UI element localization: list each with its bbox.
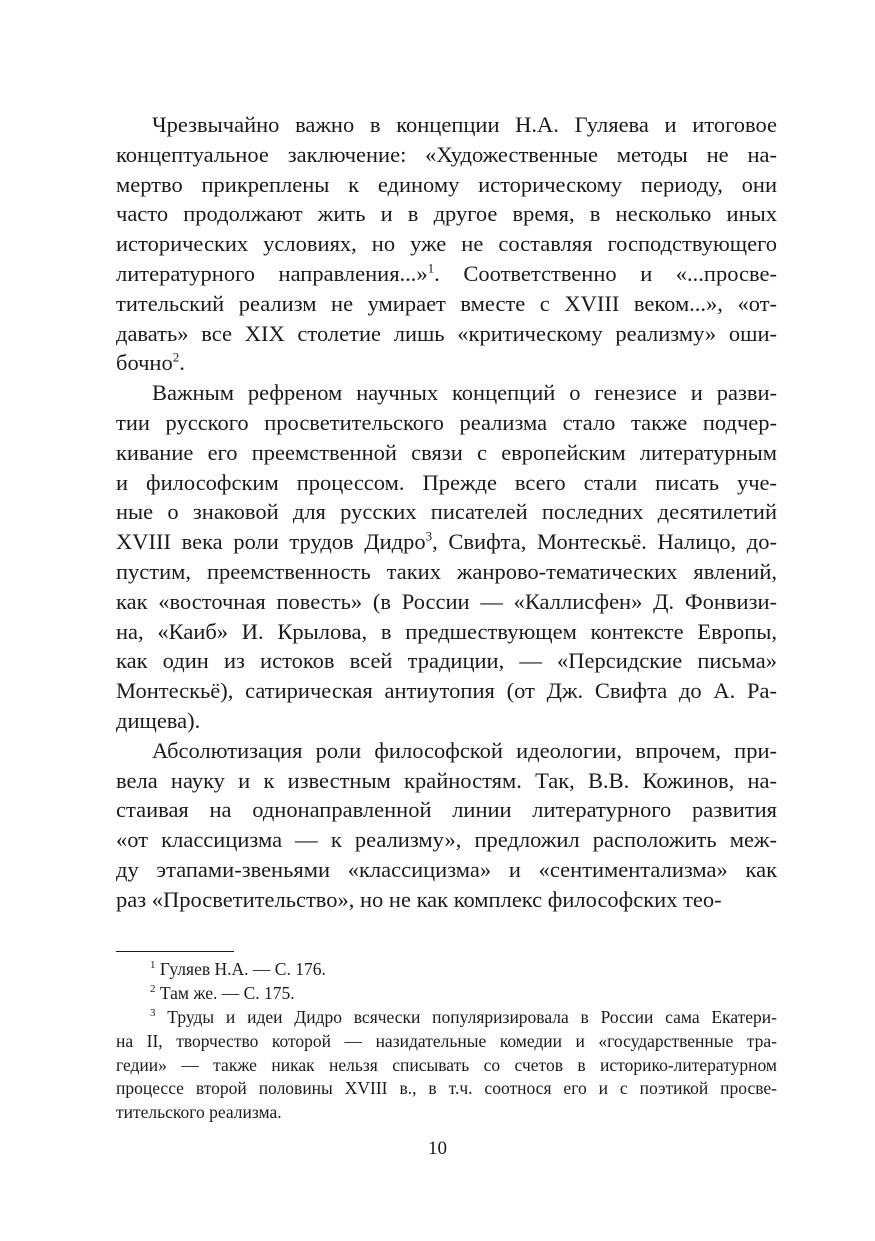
text-line: часто продолжают жить и в другое время, в несколько иных (116, 201, 777, 227)
text-line: тительский реализм не умирает вместе с XVIII веком...», «от- (116, 290, 777, 316)
text-run: , Свифта, Монтескьё. Налицо, до- (432, 529, 777, 555)
footnote-line (116, 1030, 777, 1054)
text-line: стаивая на однонаправленной линии литературного развития (116, 797, 777, 823)
text-run: бочно (116, 350, 173, 376)
text-line: раз «Просветительство», но не как комплекс философских тео- (116, 886, 722, 912)
footnote-marker: 1 (150, 959, 156, 972)
text-line: как один из истоков всей традиции, — «Персидские письма» (116, 648, 777, 674)
footnotes (116, 958, 777, 1125)
text-run: . Соответственно и «...просве- (434, 260, 777, 286)
text-line: ные о знаковой для русских писателей последних десятилетий (116, 499, 777, 525)
text-line: давать» все XIX столетие лишь «критическому реализму» оши- (116, 320, 777, 346)
footnote-text: процессе второй половины XVIII в., в т.ч. соотнося его и с поэтикой просве- (116, 1078, 777, 1099)
text-line: Монтескьё), сатирическая антиутопия (от Дж. Свифта до А. Ра- (116, 678, 777, 704)
text-line: Чрезвычайно важно в концепции Н.А. Гуляева и итоговое (152, 112, 777, 137)
text-run: литературного направления...» (116, 260, 428, 286)
footnote-text: гедии» — также никак нельзя списывать со счетов в историко-литературном (116, 1054, 777, 1075)
text-line: на, «Каиб» И. Крылова, в предшествующем контексте Европы, (116, 618, 777, 644)
text-run: XVIII века роли трудов Дидро (116, 529, 426, 555)
text-line: как «восточная повесть» (в России — «Каллисфен» Д. Фонвизи- (116, 588, 777, 614)
footnote-line (116, 958, 777, 982)
main-text (116, 110, 777, 915)
footnote-reference: 2 (172, 349, 180, 365)
text-line: концептуальное заключение: «Художественные методы не на- (116, 141, 777, 167)
footnote-separator (116, 951, 234, 952)
paragraph (116, 736, 777, 915)
page-number: 10 (428, 1138, 447, 1159)
text-line: кивание его преемственной связи с европейским литературным (116, 439, 777, 465)
text-line: «от классицизма — к реализму», предложил расположить меж- (116, 827, 777, 853)
text-line: дищева). (116, 707, 201, 733)
text-line: ду этапами-звеньями «классицизма» и «сентиментализма» как (116, 856, 777, 882)
footnote-text: Гуляев Н.А. — С. 176. (159, 959, 326, 979)
text-line (116, 259, 777, 289)
footnote-line (116, 982, 777, 1006)
text-line: Абсолютизация роли философской идеологии, впрочем, при- (152, 737, 777, 763)
footnote-reference: 1 (427, 260, 435, 276)
footnote-reference: 3 (425, 528, 433, 544)
footnote-line (116, 1101, 777, 1125)
paragraph (116, 378, 777, 736)
footnote-text: на II, творчество которой — назидательные комедии и «государственные тра- (116, 1030, 777, 1051)
footnote-marker: 2 (150, 983, 156, 996)
footnote-text: Труды и идеи Дидро всячески популяризировала в России сама Екатери- (167, 1006, 777, 1027)
footnote-text: Там же. — С. 175. (159, 982, 295, 1003)
text-line: и философским процессом. Прежде всего стали писать уче- (116, 469, 777, 495)
text-line (116, 348, 777, 378)
text-line (116, 527, 777, 557)
footnote (116, 1006, 777, 1125)
text-line: мертво прикреплены к единому историческому периоду, они (116, 171, 777, 197)
footnote (116, 958, 777, 982)
text-run: . (179, 350, 185, 376)
text-line: Важным рефреном научных концепций о генезисе и разви- (152, 380, 777, 406)
footnote-line (116, 1054, 777, 1078)
paragraph (116, 110, 777, 378)
footnote-line (116, 1006, 777, 1030)
text-line: исторических условиях, но уже не составляя господствующего (116, 231, 777, 257)
footnote-line (116, 1077, 777, 1101)
text-line: вела науку и к известным крайностям. Так, В.В. Кожинов, на- (116, 767, 777, 793)
footnote-marker: 3 (150, 1006, 156, 1019)
text-line: тии русского просветительского реализма стало также подчер- (116, 409, 777, 435)
footnote-text: тительского реализма. (116, 1102, 282, 1123)
footnote (116, 982, 777, 1006)
text-line: пустим, преемственность таких жанрово-тематических явлений, (116, 558, 777, 584)
